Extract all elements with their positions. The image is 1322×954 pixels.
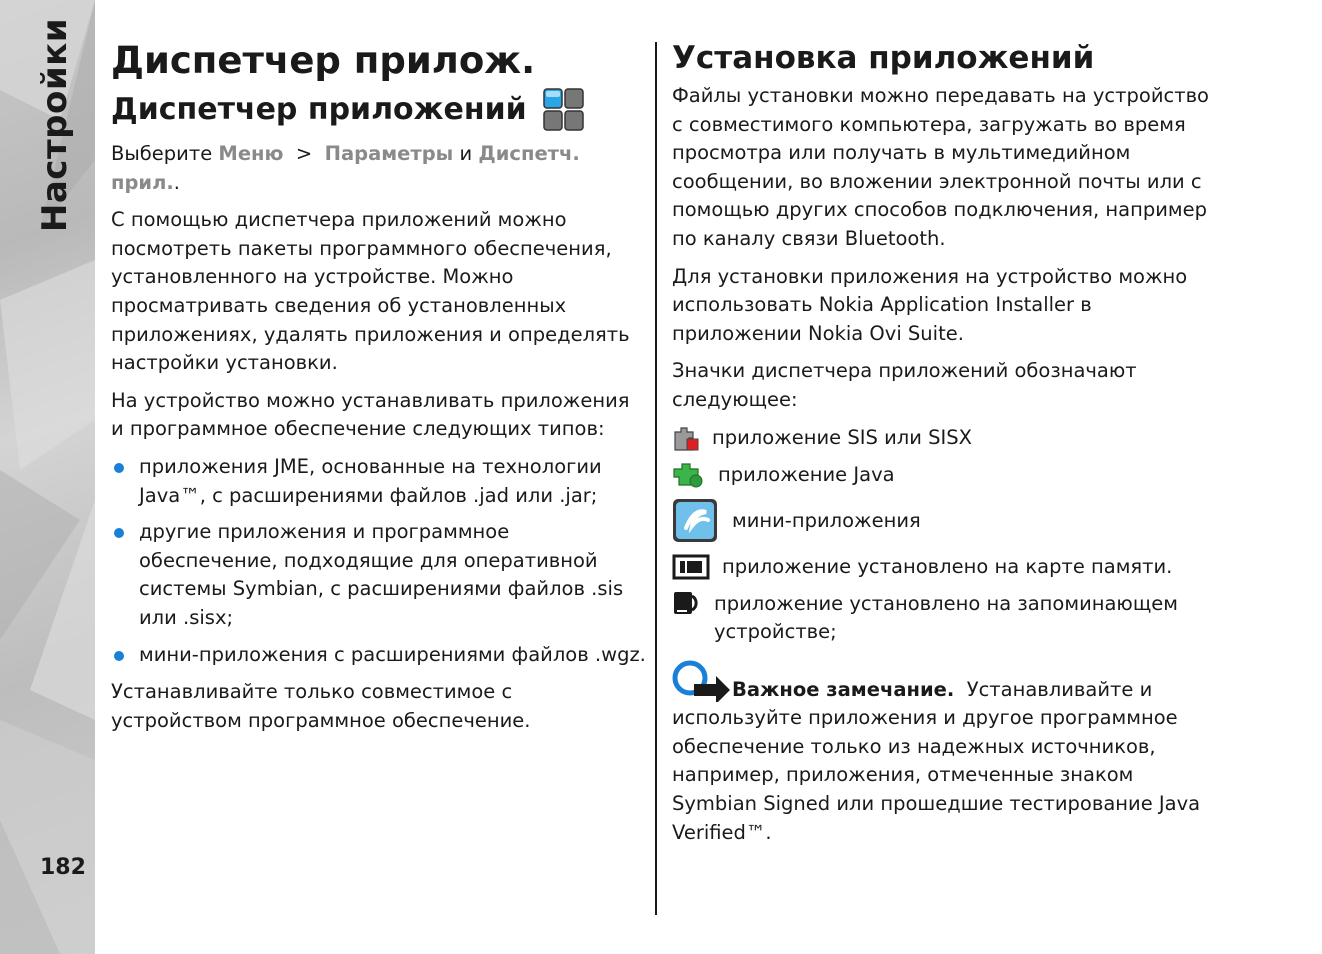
parameters-link[interactable]: Параметры: [324, 142, 454, 165]
icon-legend-text: приложение SIS или SISX: [712, 425, 972, 449]
paragraph-compatible: Устанавливайте только совместимое с устройством программное обеспечение.: [111, 680, 531, 732]
install-heading: Установка приложений: [672, 40, 1095, 76]
note-label: Важное замечание.: [732, 677, 955, 701]
menu-link[interactable]: Меню: [218, 142, 284, 165]
section-heading-text: Диспетчер приложений: [111, 92, 527, 127]
types-list: [111, 453, 646, 669]
warning-note-icon: [672, 658, 732, 702]
list-item-text: другие приложения и программное обеспечение, подходящие для оперативной системы Symbian, с расширениями файлов .sis или .sisx;: [139, 520, 624, 629]
menu-dot: .: [173, 170, 180, 194]
list-item-text: мини-приложения с расширениями файлов .wgz.: [139, 642, 646, 666]
paragraph-installer: Для установки приложения на устройство можно использовать Nokia Application Installer в приложении Nokia Ovi Suite.: [672, 264, 1188, 345]
mass-memory-icon: [672, 590, 702, 618]
icon-legend-text: приложение установлено на запоминающем устройстве;: [714, 591, 1178, 643]
page-title: Диспетчер прилож.: [111, 39, 536, 82]
sidebar: [0, 0, 95, 954]
bullet-icon: [114, 463, 124, 473]
right-column: [672, 38, 1212, 856]
list-item: [111, 518, 646, 632]
paragraph-transfer: Файлы установки можно передавать на устройство с совместимого компьютера, загружать во время просмотра или получать в мультимедийном сообщении, во вложении электронной почты или с помощью других способов подключения, например по каналу связи Bluetooth.: [672, 84, 1209, 250]
paragraph-intro: С помощью диспетчера приложений можно посмотреть пакеты программного обеспечения, установленного на устройстве. Можно просматривать сведения об установленных приложениях, удалять приложения и определять настройки установки.: [111, 208, 630, 375]
note-text: Устанавливайте и используйте приложения и другое программное обеспечение только из надежных источников, например, приложения, отмеченные знаком Symbian Signed или прошедшие тестирование Java Verified™.: [672, 677, 1201, 844]
bullet-icon: [114, 651, 124, 661]
icon-legend-mass-memory: [672, 590, 1212, 646]
icon-legend-memory-card: [672, 553, 1212, 581]
java-app-icon: [672, 461, 706, 489]
list-item-text: приложения JME, основанные на технологии Java™, с расширениями файлов .jad или .jar;: [139, 454, 602, 507]
list-item: [111, 453, 646, 510]
widget-icon: [672, 498, 720, 544]
menu-separator: >: [295, 142, 313, 165]
menu-conjunction: и: [459, 142, 473, 165]
important-note: [672, 658, 1212, 848]
icon-legend-widget: [672, 498, 1212, 544]
icon-legend-sis: [672, 424, 1212, 452]
column-divider: [655, 42, 657, 915]
sis-package-icon: [672, 424, 700, 452]
list-item: [111, 641, 646, 670]
page-number: 182: [40, 855, 86, 880]
memory-card-icon: [672, 554, 710, 580]
app-manager-link[interactable]: Диспетч. прил.: [111, 142, 580, 194]
app-manager-icon: [543, 88, 585, 132]
section-heading: [111, 88, 646, 132]
menu-path: [111, 140, 646, 197]
paragraph-types: На устройство можно устанавливать приложения и программное обеспечение следующих типов:: [111, 388, 630, 441]
icon-legend-text: мини-приложения: [732, 508, 921, 532]
paragraph-icons: Значки диспетчера приложений обозначают следующее:: [672, 359, 1137, 411]
icon-legend-java: [672, 461, 1212, 489]
left-column: [111, 38, 646, 744]
icon-legend-text: приложение установлено на карте памяти.: [722, 554, 1173, 578]
icon-legend-text: приложение Java: [718, 462, 895, 486]
section-title: Настройки: [35, 17, 75, 233]
bullet-icon: [114, 528, 124, 538]
select-prefix: Выберите: [111, 142, 213, 165]
